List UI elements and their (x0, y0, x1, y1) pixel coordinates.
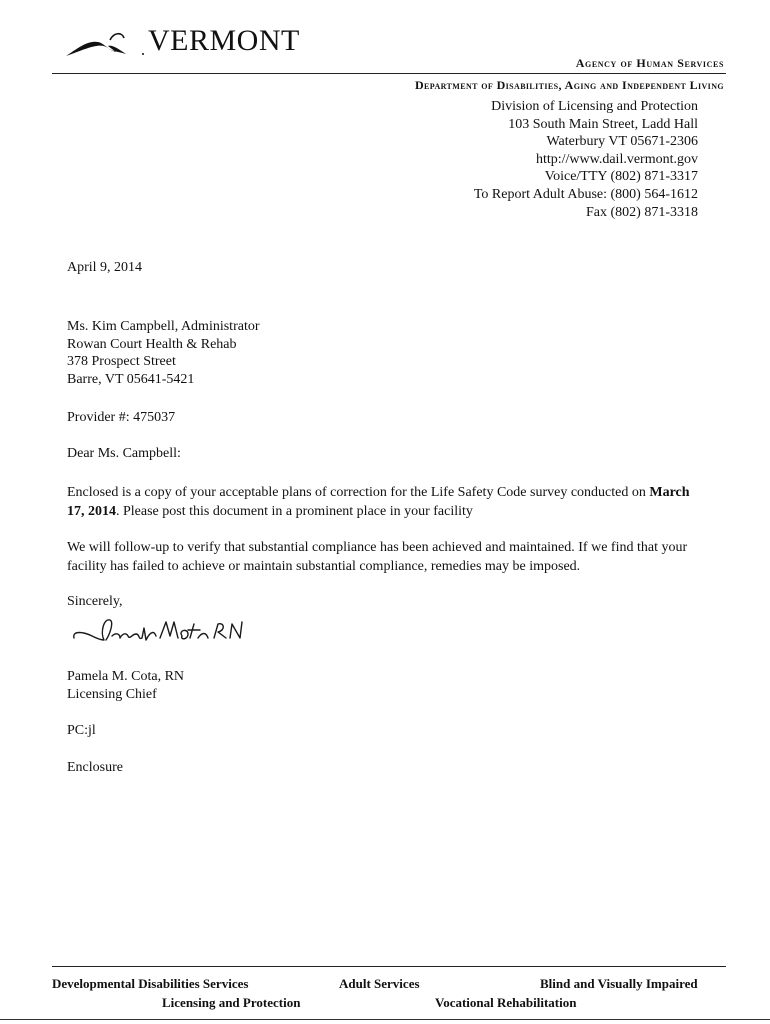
provider-number: Provider #: 475037 (67, 410, 176, 425)
salutation: Dear Ms. Campbell: (67, 446, 181, 461)
footer-blind-visually-impaired: Blind and Visually Impaired (540, 976, 698, 991)
footer-vocational-rehabilitation: Vocational Rehabilitation (435, 995, 577, 1010)
street-address: 103 South Main Street, Ladd Hall (508, 116, 698, 132)
signer-name: Pamela M. Cota, RN (67, 669, 185, 684)
letter-date: April 9, 2014 (67, 260, 143, 275)
paragraph-follow-up: We will follow-up to verify that substantial compliance has been achieved and maintained. If we find that your facility has failed to achieve or maintain substantial compliance, remedies may be imposed. (67, 540, 688, 574)
division-address (474, 98, 698, 221)
signature-block (67, 668, 184, 703)
paragraph1-text-end: . Please post this document in a prominent place in your facility (116, 503, 473, 519)
footer-licensing-protection: Licensing and Protection (162, 995, 301, 1010)
header-divider (52, 73, 726, 74)
agency-name: Agency of Human Services (575, 56, 724, 70)
voice-tty-number: Voice/TTY (802) 871-3317 (544, 169, 698, 185)
vermont-logo (64, 22, 304, 70)
survey-date: March 17, 2014 (67, 485, 690, 519)
logo-wordmark: VERMONT (148, 24, 300, 57)
reference-initials: PC:jl (67, 723, 96, 738)
paragraph1-text: Enclosed is a copy of your acceptable plans of correction for the Life Safety Code survey conducted on (67, 485, 650, 500)
footer-divider-top (52, 966, 726, 967)
mountain-logo-icon (64, 30, 150, 60)
closing: Sincerely, (67, 594, 123, 609)
footer-adult-services: Adult Services (339, 976, 420, 991)
footer-developmental-disabilities: Developmental Disabilities Services (52, 976, 249, 991)
website-link[interactable]: http://www.dail.vermont.gov (535, 151, 698, 167)
department-name: Department of Disabilities, Aging and Independent Living (414, 78, 724, 92)
city-state-zip: Waterbury VT 05671-2306 (546, 134, 698, 150)
recipient-address (67, 318, 260, 388)
recipient-city: Barre, VT 05641-5421 (67, 371, 195, 387)
signer-title: Licensing Chief (67, 686, 157, 702)
recipient-facility: Rowan Court Health & Rehab (67, 336, 237, 352)
recipient-street: 378 Prospect Street (67, 354, 176, 369)
enclosure-note: Enclosure (67, 760, 123, 775)
abuse-report-number: To Report Adult Abuse: (800) 564-1612 (473, 186, 698, 202)
footer-divider-bottom (0, 1019, 770, 1020)
fax-number: Fax (802) 871-3318 (586, 204, 698, 220)
paragraph-enclosure-notice (67, 484, 707, 521)
handwritten-signature (70, 610, 250, 660)
recipient-name: Ms. Kim Campbell, Administrator (67, 319, 260, 334)
division-name: Division of Licensing and Protection (491, 99, 698, 114)
